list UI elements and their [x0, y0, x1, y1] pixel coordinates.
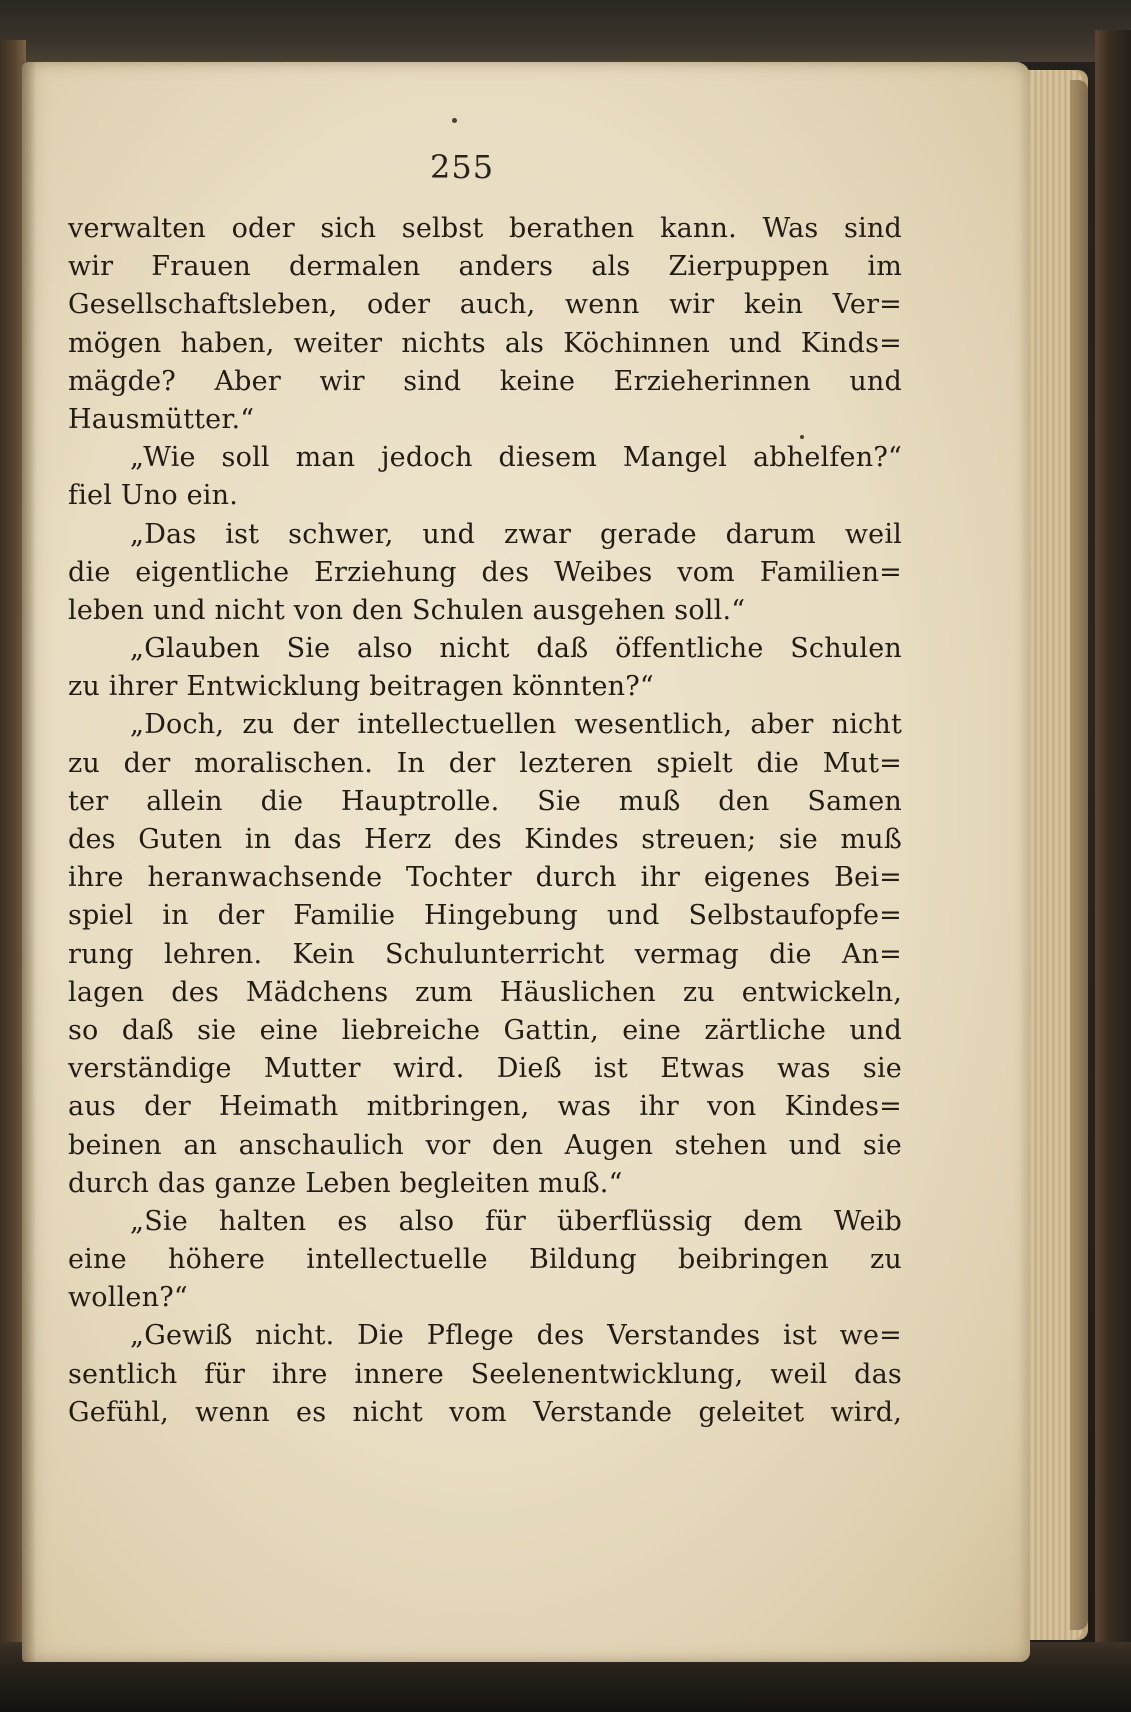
text-line: „Gewiß nicht. Die Pflege des Verstandes ist we= [130, 1320, 902, 1352]
text-line: Gefühl, wenn es nicht vom Verstande geleitet wird, [68, 1396, 902, 1428]
text-line: „Das ist schwer, und zwar gerade darum weil [130, 518, 902, 550]
text-line: sentlich für ihre innere Seelenentwicklung, weil das [68, 1358, 902, 1390]
text-line: „Wie soll man jedoch diesem Mangel abhelfen?“ [130, 442, 902, 474]
book-cover-right-edge [1095, 30, 1131, 1690]
text-line: mägde? Aber wir sind keine Erzieherinnen und [68, 365, 902, 397]
book-cover-top-edge [0, 0, 1131, 62]
text-line: „Glauben Sie also nicht daß öffentliche Schulen [130, 633, 902, 665]
page-number: 255 [430, 148, 495, 186]
text-line: rung lehren. Kein Schulunterricht vermag die An= [68, 938, 902, 970]
text-line: verwalten oder sich selbst berathen kann. Was sind [68, 213, 902, 244]
text-line: lagen des Mädchens zum Häuslichen zu entwickeln, [68, 976, 902, 1008]
text-line: durch das ganze Leben begleiten muß.“ [68, 1167, 623, 1199]
text-line: zu der moralischen. In der lezteren spielt die Mut= [68, 747, 902, 779]
text-line: die eigentliche Erziehung des Weibes vom Familien= [68, 556, 902, 588]
page-gutter-shadow [22, 62, 36, 1662]
text-line: zu ihrer Entwicklung beitragen könnten?“ [68, 671, 654, 703]
text-line: Gesellschaftsleben, oder auch, wenn wir kein Ver= [68, 289, 902, 321]
text-line: „Sie halten es also für überflüssig dem Weib [130, 1205, 902, 1237]
text-line: ihre heranwachsende Tochter durch ihr eigenes Bei= [68, 862, 902, 894]
page-stack-shadow [1070, 80, 1088, 1630]
text-line: wollen?“ [68, 1282, 188, 1314]
text-line: „Doch, zu der intellectuellen wesentlich, aber nicht [130, 709, 902, 741]
text-line: eine höhere intellectuelle Bildung beibringen zu [68, 1244, 902, 1276]
paper-speck [452, 118, 457, 123]
text-line: Hausmütter.“ [68, 403, 255, 435]
text-line: spiel in der Familie Hingebung und Selbstaufopfe= [68, 900, 902, 932]
text-line: ter allein die Hauptrolle. Sie muß den Samen [68, 785, 902, 817]
text-line: fiel Uno ein. [68, 480, 238, 512]
body-text [68, 210, 902, 1432]
text-line: wir Frauen dermalen anders als Zierpuppen im [68, 251, 902, 283]
text-line: so daß sie eine liebreiche Gattin, eine zärtliche und [68, 1014, 902, 1046]
text-line: leben und nicht von den Schulen ausgehen soll.“ [68, 594, 746, 626]
text-line: beinen an anschaulich vor den Augen stehen und sie [68, 1129, 902, 1161]
text-line: aus der Heimath mitbringen, was ihr von Kindes= [68, 1091, 902, 1123]
text-line: des Guten in das Herz des Kindes streuen; sie muß [68, 824, 902, 855]
text-line: verständige Mutter wird. Dieß ist Etwas was sie [68, 1053, 902, 1085]
text-line: mögen haben, weiter nichts als Köchinnen und Kinds= [68, 327, 902, 359]
